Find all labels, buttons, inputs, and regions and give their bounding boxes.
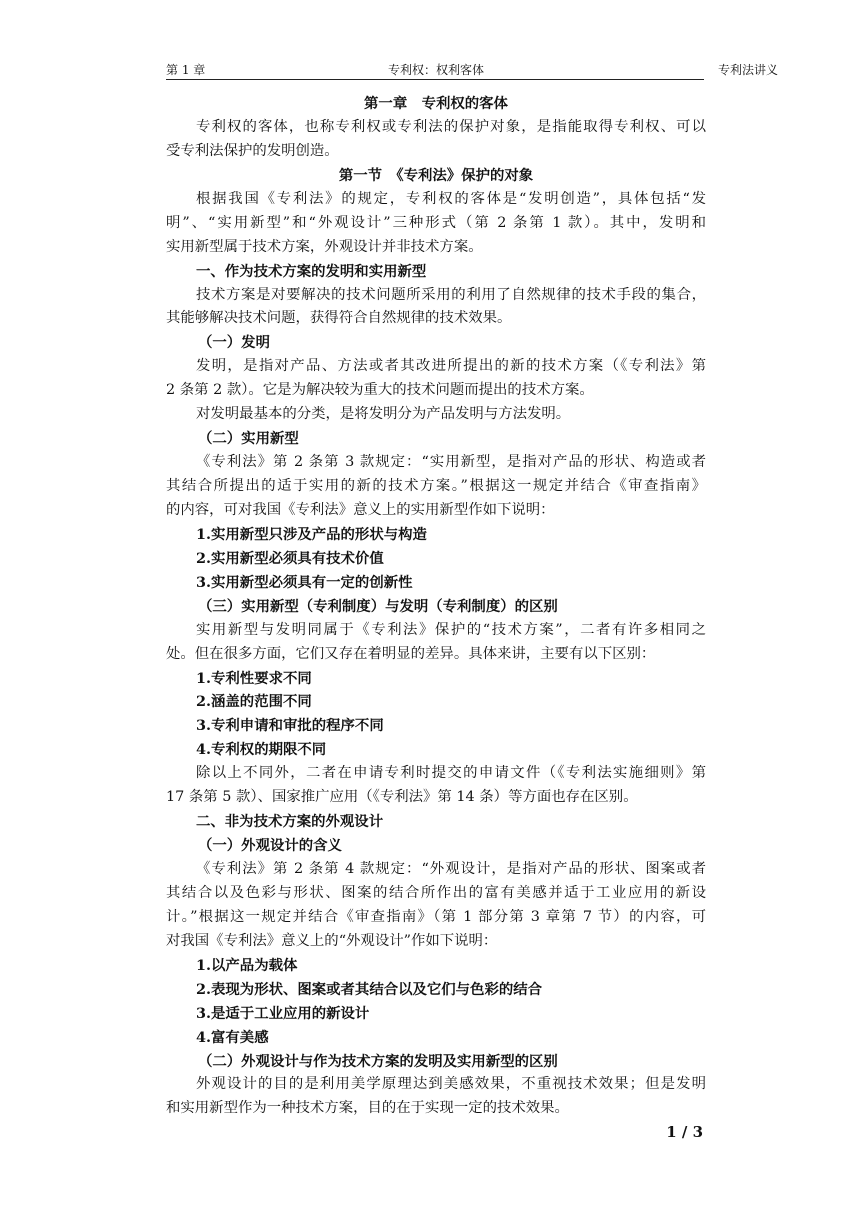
paragraph-line: 和实用新型作为一种技术方案，目的在于实现一定的技术效果。	[166, 1100, 569, 1117]
subsection-heading: （一）发明	[198, 334, 270, 352]
chapter-title: 第一章 专利权的客体	[364, 95, 508, 112]
list-item: 4.富有美感	[196, 1028, 269, 1046]
body-text	[166, 92, 706, 1121]
subsection-heading: 一、作为技术方案的发明和实用新型	[196, 262, 427, 280]
paragraph-line: 对我国《专利法》意义上的“外观设计”作如下说明：	[166, 932, 498, 949]
subsection-heading: （三）实用新型（专利制度）与发明（专利制度）的区别	[198, 597, 558, 615]
paragraph-line: 发明，是指对产品、方法或者其改进所提出的新的技术方案（《专利法》第	[196, 358, 706, 375]
paragraph-line: 处。但在很多方面，它们又存在着明显的差异。具体来讲，主要有以下区别：	[166, 645, 656, 662]
paragraph-line: 对发明最基本的分类，是将发明分为产品发明与方法发明。	[196, 406, 571, 423]
subsection-heading: （一）外观设计的含义	[198, 837, 342, 855]
page-number: 1 / 3	[666, 1123, 703, 1141]
header-rule	[166, 79, 704, 80]
paragraph-line: 2 条第 2 款）。它是为解决较为重大的技术问题而提出的技术方案。	[166, 382, 594, 399]
list-item: 1.以产品为载体	[196, 956, 298, 974]
subsection-heading: 二、非为技术方案的外观设计	[196, 813, 384, 831]
list-item: 1.实用新型只涉及产品的形状与构造	[196, 525, 427, 543]
paragraph-line: 17 条第 5 款）、国家推广应用（《专利法》第 14 条）等方面也存在区别。	[166, 789, 638, 806]
running-header	[166, 62, 778, 80]
paragraph-line: 根据我国《专利法》的规定，专利权的客体是“发明创造”，具体包括“发	[196, 190, 706, 207]
paragraph-line: 外观设计的目的是利用美学原理达到美感效果，不重视技术效果；但是发明	[196, 1076, 706, 1093]
subsection-heading: （二）外观设计与作为技术方案的发明及实用新型的区别	[198, 1052, 558, 1070]
paragraph-line: 实用新型属于技术方案，外观设计并非技术方案。	[166, 238, 483, 255]
paragraph-line: 《专利法》第 2 条第 3 款规定：“实用新型，是指对产品的形状、构造或者	[196, 454, 706, 471]
list-item: 3.专利申请和审批的程序不同	[196, 717, 384, 735]
section-title: 第一节 《专利法》保护的对象	[338, 166, 534, 184]
paragraph-line: 《专利法》第 2 条第 4 款规定：“外观设计，是指对产品的形状、图案或者	[196, 861, 706, 877]
list-item: 2.涵盖的范围不同	[196, 693, 312, 711]
paragraph-line: 其能够解决技术问题，获得符合自然规律的技术效果。	[166, 310, 512, 327]
list-item: 4.专利权的期限不同	[196, 741, 327, 759]
paragraph-line: 明”、“实用新型”和“外观设计”三种形式（第 2 条第 1 款）。其中，发明和	[166, 214, 706, 231]
paragraph-line: 技术方案是对要解决的技术问题所采用的利用了自然规律的技术手段的集合，	[196, 286, 706, 303]
paragraph-line: 的内容，可对我国《专利法》意义上的实用新型作如下说明：	[166, 501, 555, 518]
list-item: 3.实用新型必须具有一定的创新性	[196, 573, 413, 591]
list-item: 1.专利性要求不同	[196, 669, 312, 687]
header-title: 专利权：权利客体	[387, 63, 484, 77]
paragraph-line: 专利权的客体，也称专利权或专利法的保护对象，是指能取得专利权、可以	[196, 118, 706, 135]
list-item: 2.实用新型必须具有技术价值	[196, 549, 384, 567]
paragraph-line: 计。”根据这一规定并结合《审查指南》（第 1 部分第 3 章第 7 节）的内容，可	[166, 908, 706, 925]
subsection-heading: （二）实用新型	[198, 430, 299, 448]
paragraph-line: 其结合所提出的适于实用的新的技术方案。”根据这一规定并结合《审查指南》	[166, 478, 706, 494]
paragraph-line: 其结合以及色彩与形状、图案的结合所作出的富有美感并适于工业应用的新设	[166, 884, 706, 901]
header-book-title: 专利法讲义	[717, 63, 778, 77]
list-item: 2.表现为形状、图案或者其结合以及它们与色彩的结合	[196, 980, 543, 998]
paragraph-line: 受专利法保护的发明创造。	[166, 142, 339, 159]
list-item: 3.是适于工业应用的新设计	[196, 1004, 370, 1022]
paragraph-line: 除以上不同外，二者在申请专利时提交的申请文件（《专利法实施细则》第	[196, 765, 706, 782]
header-chapter: 第 1 章	[166, 63, 206, 77]
paragraph-line: 实用新型与发明同属于《专利法》保护的“技术方案”，二者有许多相同之	[196, 621, 706, 638]
